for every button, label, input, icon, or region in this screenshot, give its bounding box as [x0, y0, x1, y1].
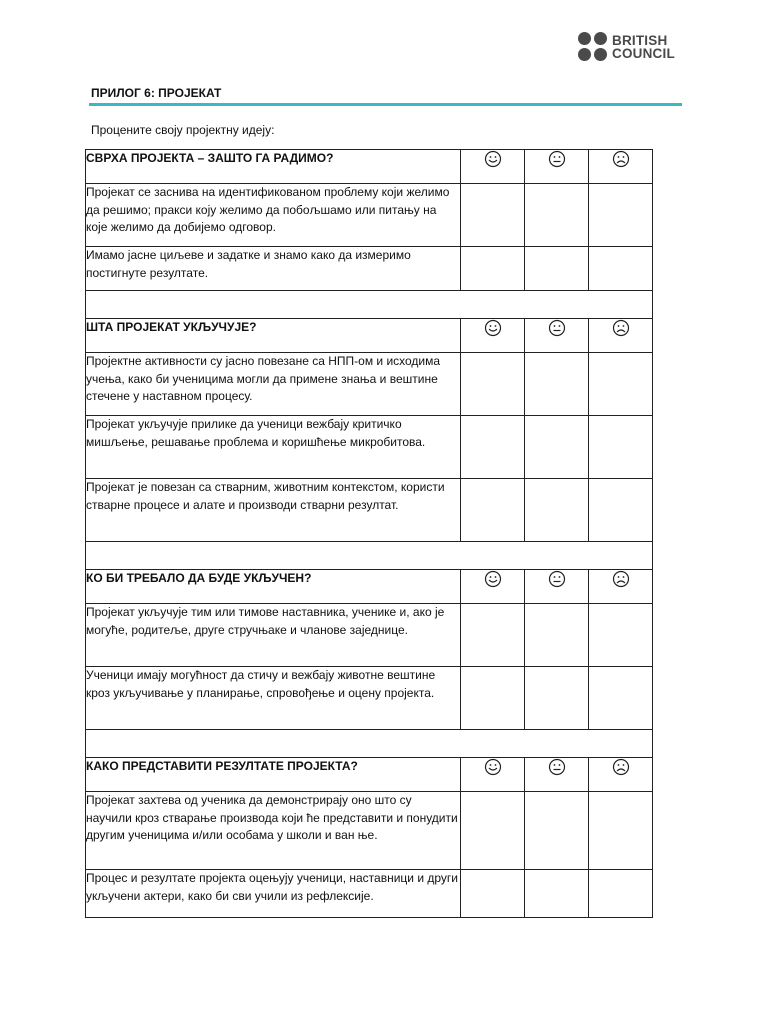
section-heading: ШТА ПРОЈЕКАТ УКЉУЧУЈЕ? [86, 319, 461, 353]
neutral-face-icon [548, 151, 566, 165]
rating-cell-positive[interactable] [461, 792, 525, 870]
rating-cell-positive[interactable] [461, 353, 525, 416]
evaluation-table [85, 149, 653, 918]
criterion-text: Пројекат захтева од ученика да демонстрирају оно што су научили кроз стварање производа који ће представити и понудити другим ученицима и/или особама у школи и ван ње. [86, 792, 461, 870]
criterion-text: Пројектне активности су јасно повезане са НПП-ом и исходима учења, како би ученицима могли да примене знања и вештине стечене у наставном процесу. [86, 353, 461, 416]
title-rule [89, 103, 682, 106]
logo-dots-icon [578, 32, 608, 62]
spacer-row [86, 291, 653, 319]
rating-cell-positive[interactable] [461, 604, 525, 667]
criterion-row [86, 247, 653, 291]
criterion-text: Имамо јасне циљеве и задатке и знамо како да измеримо постигнуте резултате. [86, 247, 461, 291]
rating-header-cell [589, 758, 653, 792]
rating-header-cell [525, 758, 589, 792]
criterion-text: Пројекат се заснива на идентификованом проблему који желимо да решимо; пракси коју желимо да побољшамо или питању на које желимо да добијемо одговор. [86, 184, 461, 247]
section-header-row [86, 758, 653, 792]
rating-cell-negative[interactable] [589, 416, 653, 479]
rating-cell-neutral[interactable] [525, 353, 589, 416]
logo-line-1: BRITISH [612, 33, 668, 48]
section-header-row [86, 319, 653, 353]
logo-line-2: COUNCIL [612, 46, 675, 61]
annex-title: ПРИЛОГ 6: ПРОЈЕКАТ [91, 86, 222, 100]
smile-icon [484, 571, 502, 585]
criterion-row [86, 667, 653, 730]
rating-cell-neutral[interactable] [525, 667, 589, 730]
criterion-row [86, 353, 653, 416]
rating-cell-neutral[interactable] [525, 792, 589, 870]
rating-cell-negative[interactable] [589, 184, 653, 247]
rating-cell-neutral[interactable] [525, 247, 589, 291]
criterion-row [86, 184, 653, 247]
sad-face-icon [612, 759, 630, 773]
rating-cell-positive[interactable] [461, 870, 525, 918]
rating-cell-negative[interactable] [589, 479, 653, 542]
criterion-text: Ученици имају могућност да стичу и вежбају животне вештине кроз укључивање у планирање, спровођење и оцену пројекта. [86, 667, 461, 730]
section-heading: КАКО ПРЕДСТАВИТИ РЕЗУЛТАТЕ ПРОЈЕКТА? [86, 758, 461, 792]
rating-cell-negative[interactable] [589, 353, 653, 416]
smile-icon [484, 759, 502, 773]
rating-header-cell [589, 150, 653, 184]
sad-face-icon [612, 151, 630, 165]
spacer-cell [86, 542, 653, 570]
rating-header-cell [589, 570, 653, 604]
criterion-text: Процес и резултате пројекта оцењују ученици, наставници и други укључени актери, како би сви учили из рефлексије. [86, 870, 461, 918]
rating-header-cell [525, 319, 589, 353]
rating-cell-neutral[interactable] [525, 184, 589, 247]
rating-cell-positive[interactable] [461, 184, 525, 247]
sad-face-icon [612, 320, 630, 334]
spacer-cell [86, 291, 653, 319]
rating-cell-neutral[interactable] [525, 604, 589, 667]
neutral-face-icon [548, 320, 566, 334]
rating-header-cell [461, 319, 525, 353]
british-council-logo [578, 32, 675, 62]
rating-cell-positive[interactable] [461, 416, 525, 479]
rating-cell-negative[interactable] [589, 870, 653, 918]
rating-cell-negative[interactable] [589, 667, 653, 730]
criterion-text: Пројекат укључује тим или тимове наставника, ученике и, ако је могуће, родитеље, друге стручњаке и чланове заједнице. [86, 604, 461, 667]
logo-text [612, 34, 675, 60]
section-heading: КО БИ ТРЕБАЛО ДА БУДЕ УКЉУЧЕН? [86, 570, 461, 604]
criterion-text: Пројекат укључује прилике да ученици вежбају критичко мишљење, решавање проблема и коришћење микробитова. [86, 416, 461, 479]
criterion-row [86, 479, 653, 542]
rating-cell-neutral[interactable] [525, 479, 589, 542]
spacer-row [86, 542, 653, 570]
criterion-row [86, 416, 653, 479]
rating-header-cell [525, 570, 589, 604]
criterion-row [86, 792, 653, 870]
rating-header-cell [589, 319, 653, 353]
rating-header-cell [461, 570, 525, 604]
rating-header-cell [461, 150, 525, 184]
neutral-face-icon [548, 571, 566, 585]
rating-cell-positive[interactable] [461, 479, 525, 542]
rating-header-cell [525, 150, 589, 184]
rating-cell-neutral[interactable] [525, 870, 589, 918]
rating-cell-negative[interactable] [589, 792, 653, 870]
smile-icon [484, 151, 502, 165]
rating-cell-positive[interactable] [461, 247, 525, 291]
rating-cell-neutral[interactable] [525, 416, 589, 479]
criterion-text: Пројекат је повезан са стварним, животним контекстом, користи стварне процесе и алате и производи стварни резултат. [86, 479, 461, 542]
criterion-row [86, 604, 653, 667]
neutral-face-icon [548, 759, 566, 773]
intro-text: Процените своју пројектну идеју: [91, 123, 275, 137]
rating-cell-negative[interactable] [589, 604, 653, 667]
rating-header-cell [461, 758, 525, 792]
spacer-row [86, 730, 653, 758]
spacer-cell [86, 730, 653, 758]
section-header-row [86, 150, 653, 184]
sad-face-icon [612, 571, 630, 585]
smile-icon [484, 320, 502, 334]
criterion-row [86, 870, 653, 918]
section-heading: СВРХА ПРОЈЕКТА – ЗАШТО ГА РАДИМО? [86, 150, 461, 184]
rating-cell-positive[interactable] [461, 667, 525, 730]
rating-cell-negative[interactable] [589, 247, 653, 291]
section-header-row [86, 570, 653, 604]
